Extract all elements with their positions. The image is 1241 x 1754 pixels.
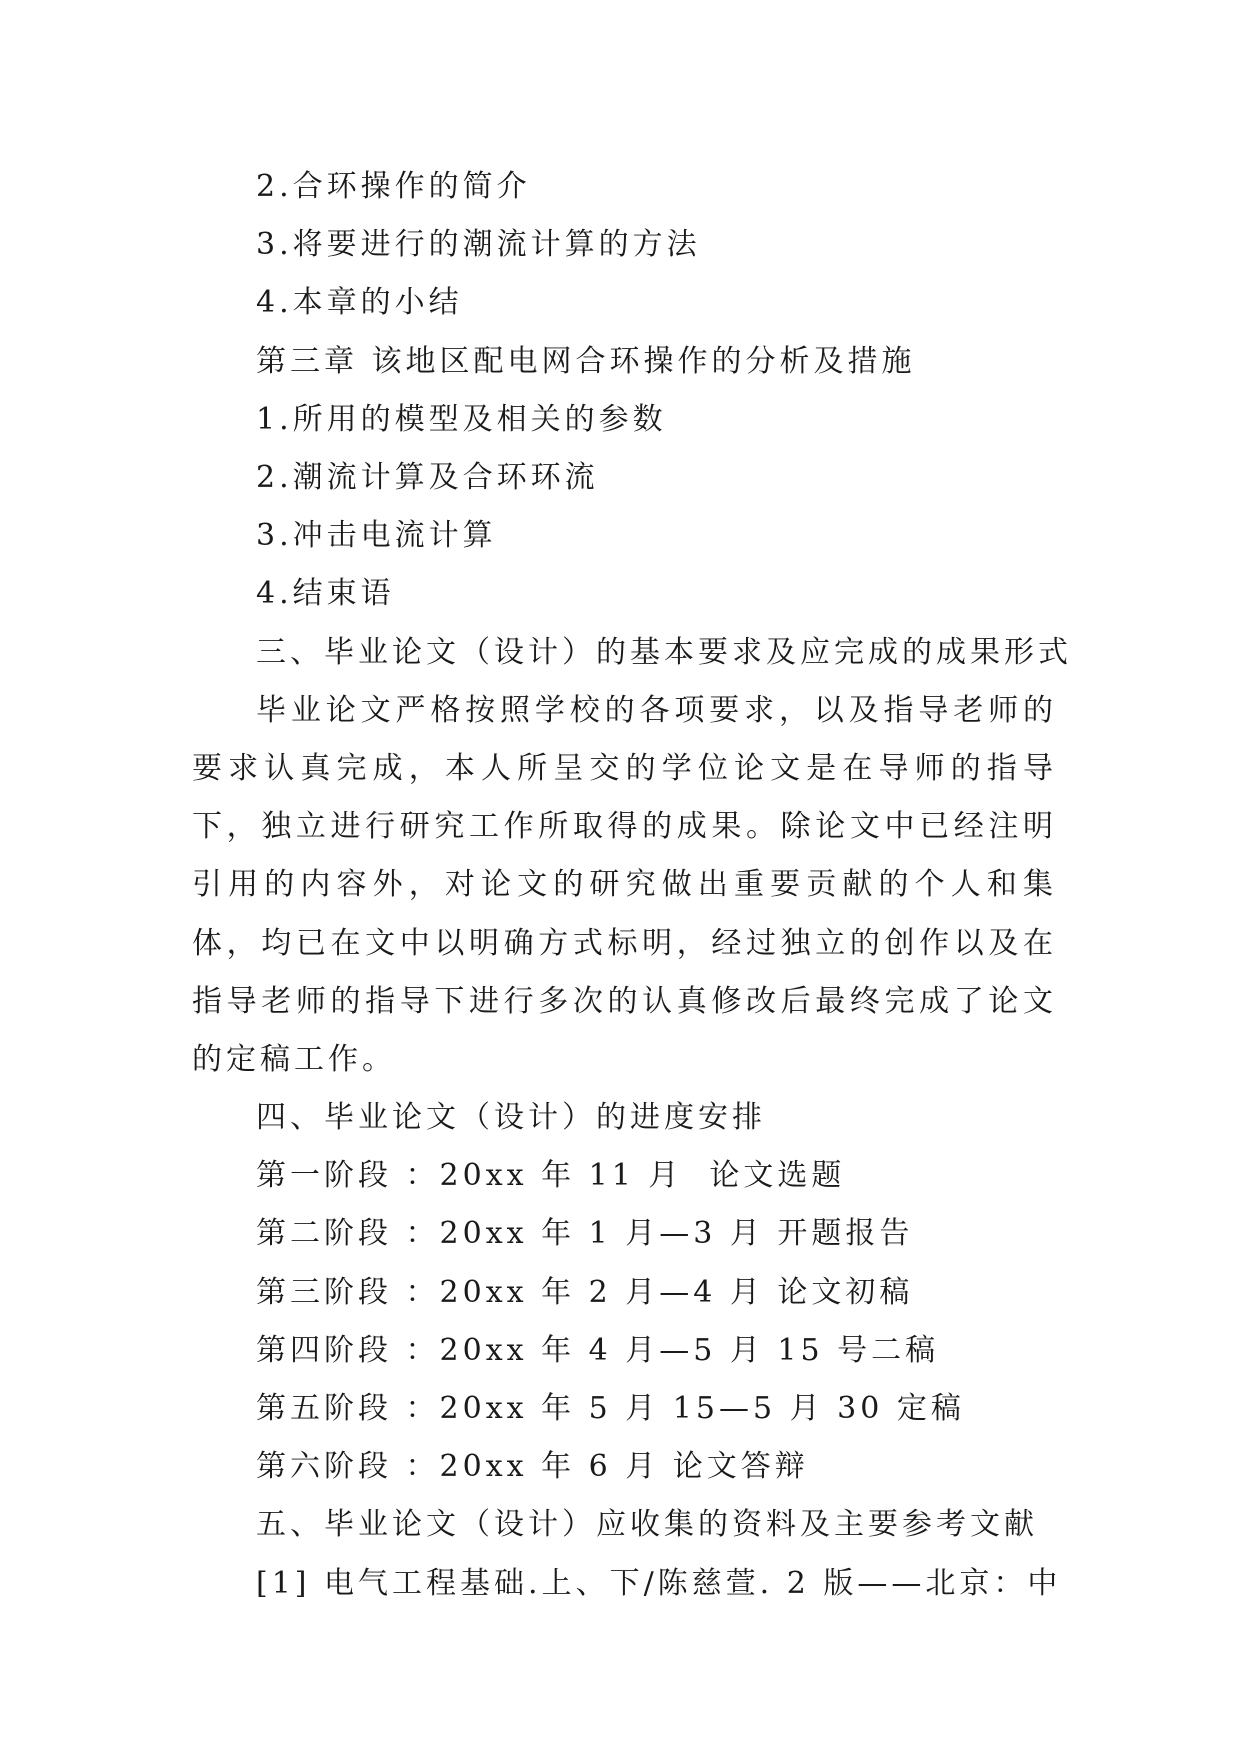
document-content — [192, 158, 1072, 1613]
schedule-stage: 第一阶段 ：20xx 年 11 月 论文选题 — [256, 1158, 846, 1194]
section-heading-schedule: 四、毕业论文（设计）的进度安排 — [256, 1100, 766, 1136]
schedule-stage: 第二阶段 ：20xx 年 1 月—3 月 开题报告 — [256, 1216, 914, 1252]
outline-item: 3.冲击电流计算 — [256, 518, 497, 554]
chapter-heading: 第三章 该地区配电网合环操作的分析及措施 — [256, 343, 916, 379]
schedule-stage: 第三阶段 ：20xx 年 2 月—4 月 论文初稿 — [256, 1274, 914, 1310]
reference-item: [1] 电气工程基础.上、下/陈慈萱. 2 版——北京：中 — [256, 1565, 1062, 1601]
outline-item: 1.所用的模型及相关的参数 — [256, 401, 667, 437]
outline-item: 4.结束语 — [256, 576, 395, 612]
schedule-stage: 第五阶段 ：20xx 年 5 月 15—5 月 30 定稿 — [256, 1391, 965, 1427]
requirements-paragraph: 毕业论文严格按照学校的各项要求，以及指导老师的要求认真完成，本人所呈交的学位论文是在导师的指导下，独立进行研究工作所取得的成果。除论文中已经注明引用的内容外，对论文的研究做出重要贡献的个人和集体，均已在文中以明确方式标明，经过独立的创作以及在指导老师的指导下进行多次的认真修改后最终完成了论文的定稿工作。 — [192, 692, 1057, 1077]
section-heading-requirements: 三、毕业论文（设计）的基本要求及应完成的成果形式 — [256, 634, 1072, 670]
schedule-stage: 第六阶段 ：20xx 年 6 月 论文答辩 — [256, 1449, 809, 1485]
outline-item: 3.将要进行的潮流计算的方法 — [256, 227, 701, 263]
schedule-stage: 第四阶段 ：20xx 年 4 月—5 月 15 号二稿 — [256, 1332, 940, 1368]
section-heading-references: 五、毕业论文（设计）应收集的资料及主要参考文献 — [256, 1507, 1038, 1543]
outline-item: 2.潮流计算及合环环流 — [256, 459, 599, 495]
outline-item: 2.合环操作的简介 — [256, 169, 531, 204]
outline-item: 4.本章的小结 — [256, 285, 463, 321]
